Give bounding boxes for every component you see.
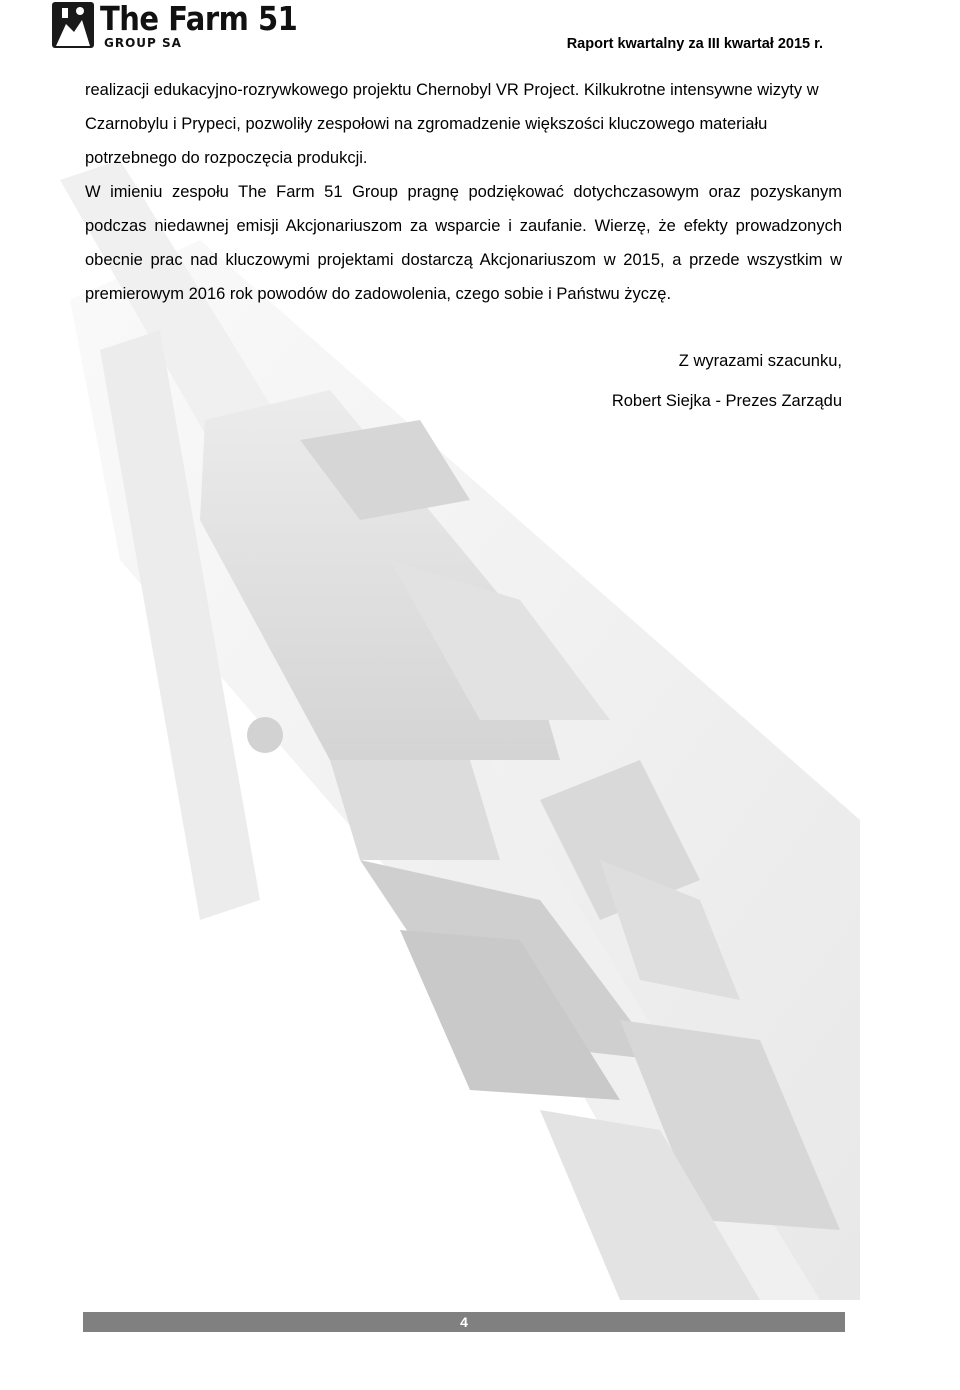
paragraph-thanks: W imieniu zespołu The Farm 51 Group pragnę podziękować dotychczasowym oraz pozyskanym podczas niedawnej emisji Akcjonariuszom za wsparcie i zaufanie. Wierzę, że efekty prowadzonych obecnie prac nad kluczowymi projektami dostarczą Akcjonariuszom w 2015, a przede wszystkim w premierowym 2016 rok powodów do zadowolenia, czego sobie i Państwu życzę.: [85, 183, 842, 303]
closing-line: Z wyrazami szacunku,: [678, 352, 842, 370]
signature-line: Robert Siejka - Prezes Zarządu: [611, 392, 842, 410]
company-logo: [52, 0, 298, 50]
page-number: 4: [460, 1314, 468, 1330]
report-title: Raport kwartalny za III kwartał 2015 r.: [566, 36, 823, 52]
logo-title: The Farm 51: [100, 0, 298, 39]
page-header: [0, 0, 960, 60]
footer-bar: [83, 1312, 845, 1332]
page-content: [85, 73, 842, 413]
logo-subtitle: GROUP SA: [104, 36, 182, 50]
paragraph-continuation: realizacji edukacyjno-rozrywkowego projektu Chernobyl VR Project. Kilkukrotne intensywne wizyty w Czarnobylu i Prypeci, pozwoliły zespołowi na zgromadzenie większości kluczowego materiału potrzebnego do rozpoczęcia produkcji.: [85, 81, 819, 167]
logo-emblem-icon: [52, 2, 94, 48]
